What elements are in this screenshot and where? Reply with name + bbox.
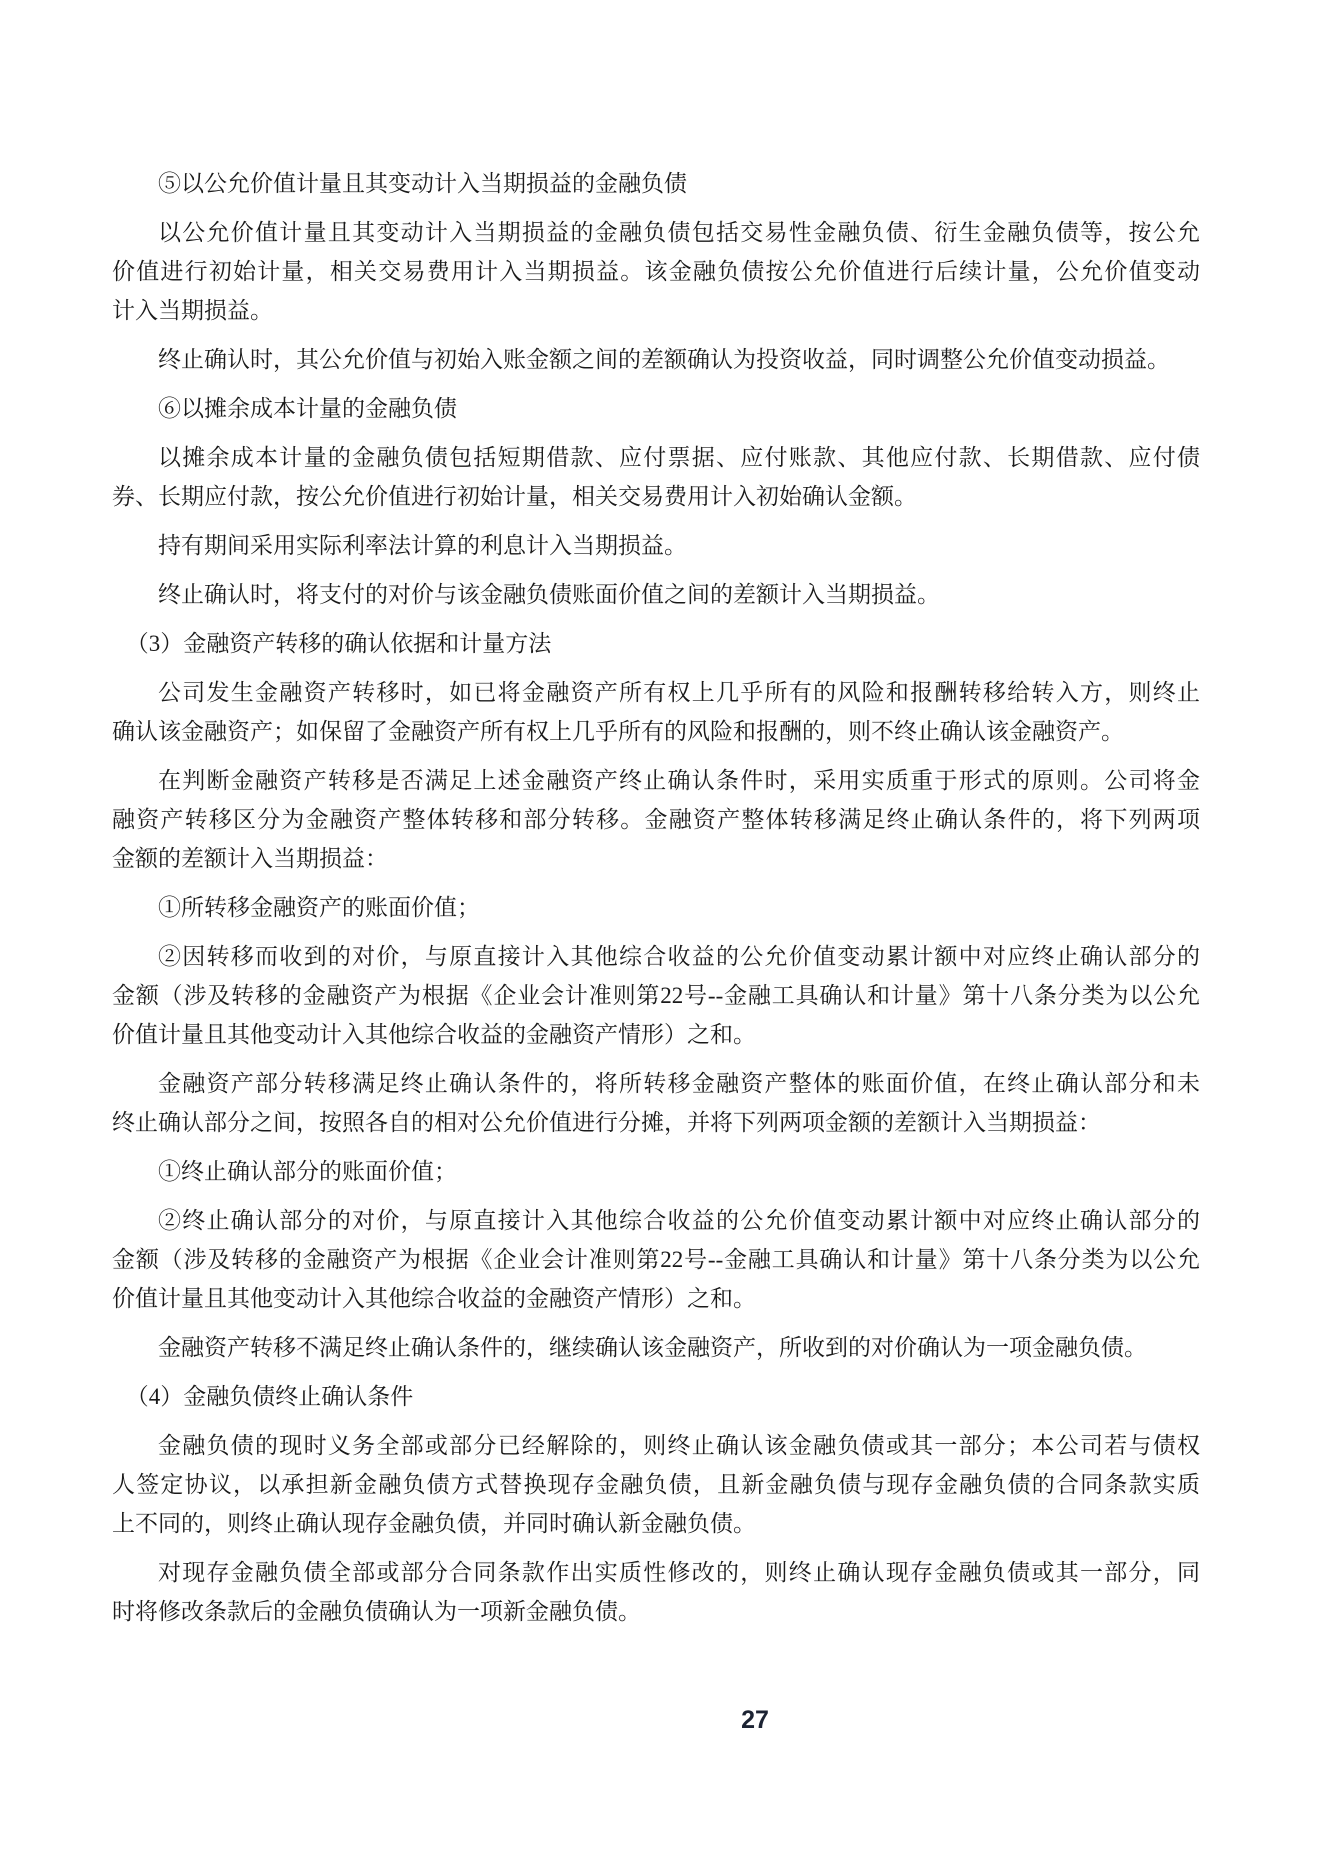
text-line: ①终止确认部分的账面价值； bbox=[158, 1159, 457, 1184]
text-line: ①所转移金融资产的账面价值； bbox=[158, 895, 480, 920]
paragraph bbox=[112, 1064, 1200, 1142]
text-line: ②终止确认部分的对价，与原直接计入其他综合收益的公允价值变动累计额中对应终止确认部分的 bbox=[158, 1208, 1200, 1233]
paragraph bbox=[112, 340, 1200, 379]
text-line: ⑤以公允价值计量且其变动计入当期损益的金融负债 bbox=[158, 171, 687, 196]
text-line: 在判断金融资产转移是否满足上述金融资产终止确认条件时，采用实质重于形式的原则。公司将金 bbox=[158, 768, 1200, 793]
text-line: 价值计量且其他变动计入其他综合收益的金融资产情形）之和。 bbox=[112, 1286, 756, 1311]
text-line: 以公允价值计量且其变动计入当期损益的金融负债包括交易性金融负债、衍生金融负债等，按公允 bbox=[158, 220, 1200, 245]
text-line: 持有期间采用实际利率法计算的利息计入当期损益。 bbox=[158, 533, 687, 558]
document-body bbox=[112, 164, 1200, 1641]
paragraph bbox=[112, 1201, 1200, 1318]
text-line: ②因转移而收到的对价，与原直接计入其他综合收益的公允价值变动累计额中对应终止确认部分的 bbox=[158, 944, 1200, 969]
paragraph bbox=[112, 1328, 1200, 1367]
text-line: 终止确认部分之间，按照各自的相对公允价值进行分摊，并将下列两项金额的差额计入当期损益： bbox=[112, 1110, 1101, 1135]
paragraph bbox=[112, 1426, 1200, 1543]
section-heading bbox=[112, 624, 1200, 663]
text-line: 终止确认时，将支付的对价与该金融负债账面价值之间的差额计入当期损益。 bbox=[158, 582, 940, 607]
paragraph bbox=[112, 1553, 1200, 1631]
text-line: 金额（涉及转移的金融资产为根据《企业会计准则第22号--金融工具确认和计量》第十八条分类为以公允 bbox=[112, 1247, 1200, 1272]
text-line: 终止确认时，其公允价值与初始入账金额之间的差额确认为投资收益，同时调整公允价值变动损益。 bbox=[158, 347, 1170, 372]
paragraph bbox=[112, 438, 1200, 516]
text-line: 时将修改条款后的金融负债确认为一项新金融负债。 bbox=[112, 1599, 641, 1624]
text-line: 金融资产转移不满足终止确认条件的，继续确认该金融资产，所收到的对价确认为一项金融负债。 bbox=[158, 1335, 1147, 1360]
text-line: 公司发生金融资产转移时，如已将金融资产所有权上几乎所有的风险和报酬转移给转入方，则终止 bbox=[158, 680, 1200, 705]
text-line: 人签定协议，以承担新金融负债方式替换现存金融负债，且新金融负债与现存金融负债的合同条款实质 bbox=[112, 1472, 1200, 1497]
paragraph bbox=[112, 673, 1200, 751]
text-line: 融资产转移区分为金融资产整体转移和部分转移。金融资产整体转移满足终止确认条件的，将下列两项 bbox=[112, 807, 1200, 832]
section-heading bbox=[112, 1377, 1200, 1416]
text-line: 金额（涉及转移的金融资产为根据《企业会计准则第22号--金融工具确认和计量》第十八条分类为以公允 bbox=[112, 983, 1200, 1008]
text-line: （4）金融负债终止确认条件 bbox=[125, 1384, 414, 1409]
section-heading bbox=[112, 389, 1200, 428]
text-line: 金额的差额计入当期损益： bbox=[112, 846, 388, 871]
text-line: 对现存金融负债全部或部分合同条款作出实质性修改的，则终止确认现存金融负债或其一部分，同 bbox=[158, 1560, 1200, 1585]
text-line: 金融负债的现时义务全部或部分已经解除的，则终止确认该金融负债或其一部分；本公司若与债权 bbox=[158, 1433, 1200, 1458]
text-line: 券、长期应付款，按公允价值进行初始计量，相关交易费用计入初始确认金额。 bbox=[112, 484, 917, 509]
section-heading bbox=[112, 164, 1200, 203]
text-line: 计入当期损益。 bbox=[112, 298, 273, 323]
paragraph bbox=[112, 888, 1200, 927]
paragraph bbox=[112, 575, 1200, 614]
page-number: 27 bbox=[741, 1706, 769, 1734]
paragraph bbox=[112, 761, 1200, 878]
text-line: （3）金融资产转移的确认依据和计量方法 bbox=[125, 631, 552, 656]
text-line: 金融资产部分转移满足终止确认条件的，将所转移金融资产整体的账面价值，在终止确认部分和未 bbox=[158, 1071, 1200, 1096]
paragraph bbox=[112, 526, 1200, 565]
text-line: 价值进行初始计量，相关交易费用计入当期损益。该金融负债按公允价值进行后续计量，公允价值变动 bbox=[112, 259, 1200, 284]
text-line: ⑥以摊余成本计量的金融负债 bbox=[158, 396, 457, 421]
paragraph bbox=[112, 937, 1200, 1054]
paragraph bbox=[112, 1152, 1200, 1191]
text-line: 价值计量且其他变动计入其他综合收益的金融资产情形）之和。 bbox=[112, 1022, 756, 1047]
text-line: 确认该金融资产；如保留了金融资产所有权上几乎所有的风险和报酬的，则不终止确认该金融资产。 bbox=[112, 719, 1124, 744]
text-line: 以摊余成本计量的金融负债包括短期借款、应付票据、应付账款、其他应付款、长期借款、应付债 bbox=[158, 445, 1200, 470]
paragraph bbox=[112, 213, 1200, 330]
text-line: 上不同的，则终止确认现存金融负债，并同时确认新金融负债。 bbox=[112, 1511, 756, 1536]
